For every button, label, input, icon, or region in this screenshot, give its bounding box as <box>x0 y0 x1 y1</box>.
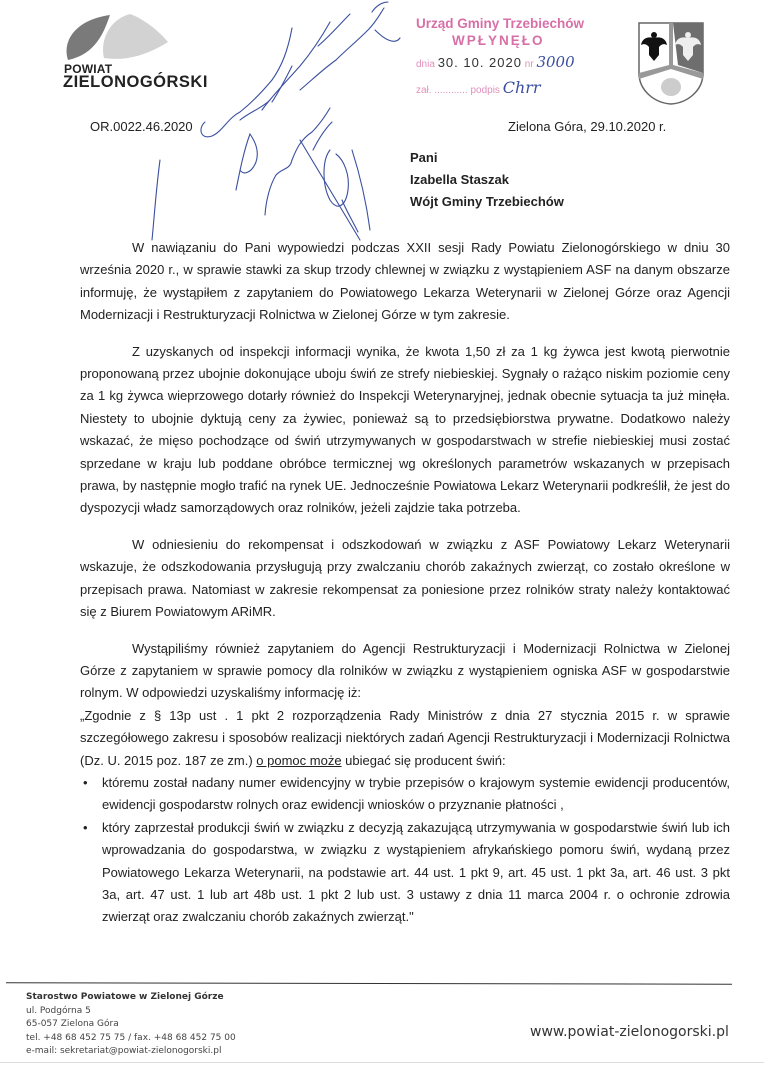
bullet-icon: • <box>83 774 88 790</box>
coat-of-arms-icon <box>637 21 705 105</box>
receipt-stamp <box>412 16 612 96</box>
stamp-office: Urząd Gminy Trzebiechów <box>416 16 585 31</box>
footer-city: 65-057 Zielona Góra <box>26 1019 119 1029</box>
footer-contact <box>26 991 236 1059</box>
stamp-date-value: 30. 10. 2020 <box>437 55 522 70</box>
footer-email[interactable]: e-mail: sekretariat@powiat-zielonogorski.pl <box>26 1046 222 1056</box>
reference-number: OR.0022.46.2020 <box>90 119 193 134</box>
footer-divider <box>6 982 732 985</box>
recipient-block <box>410 147 564 213</box>
recipient-position: Wójt Gminy Trzebiechów <box>410 194 564 209</box>
list-item-text: który zaprzestał produkcji świń w związku z decyzją zakazującą utrzymywania w gospodarstwie świń lub ich wprowadzania do gospodarstwa, w związku z wystąpieniem afrykańskiego pomoru świń, wydaną przez Powiatowego Lekarza Weterynarii, na podstawie art. 44 ust. 1 pkt 9, art. 45 ust. 1 pkt 3a, art. 46 ust. 3 pkt 3a, art. 47 ust. 1 lub art 48b ust. 1 pkt 2 lub ust. 3 ustawy z dnia 11 marca 2004 r. o ochronie zdrowia zwierząt oraz zwalczaniu chorób zakaźnych zwierząt." <box>102 819 730 925</box>
bullet-icon: • <box>83 819 88 835</box>
recipient-salutation: Pani <box>410 150 438 165</box>
stamp-attachments-line <box>416 78 541 97</box>
stamp-signature-label: podpis <box>470 85 500 96</box>
body-paragraph-text: Wystąpiliśmy również zapytaniem do Agencji Restrukturyzacji i Modernizacji Rolnictwa w Zielonej Górze z zapytaniem w sprawie pomocy dla rolników w związku z wystąpieniem ogniska ASF w gospodarstwie rolnym. W odpowiedzi uzyskaliśmy informację iż: <box>80 640 730 701</box>
logo-text-powiat: POWIAT <box>64 62 113 76</box>
stamp-number-handwritten: 3000 <box>536 53 575 71</box>
stamp-signature: Chrr <box>502 78 541 97</box>
list-item-text: któremu został nadany numer ewidencyjny w trybie przepisów o krajowym systemie ewidencji producentów, ewidencji gospodarstw rolnych oraz ewidencji wniosków o przyznanie płatności , <box>102 774 730 813</box>
powiat-logo-icon <box>60 12 170 62</box>
footer-street: ul. Podgórna 5 <box>26 1005 91 1016</box>
footer-organization: Starostwo Powiatowe w Zielonej Górze <box>26 992 224 1002</box>
body-paragraph: W nawiązaniu do Pani wypowiedzi podczas XXII sesji Rady Powiatu Zielonogórskiego w dniu 30 września 2020 r., w sprawie stawki za skup trzody chlewnej w związku z wystąpieniem ASF na danym obszarze informuję, że wystąpiłem z zapytaniem do Powiatowego Lekarza Weterynarii w Zielonej Górze oraz Agencji Modernizacji i Restrukturyzacji Rolnictwa w Zielonej Górze w tym zakresie. <box>80 240 730 323</box>
eligibility-list <box>80 772 730 929</box>
letter-body <box>80 237 730 929</box>
stamp-number-label: nr <box>524 59 534 70</box>
logo-text-zielonogorski: ZIELONOGÓRSKI <box>63 73 208 91</box>
recipient-name: Izabella Staszak <box>410 172 509 187</box>
place-and-date: Zielona Góra, 29.10.2020 r. <box>508 119 667 134</box>
page-edge <box>0 1062 764 1063</box>
body-paragraph: W odniesieniu do rekompensat i odszkodowań w związku z ASF Powiatowy Lekarz Weterynarii wskazuje, że odszkodowania przysługują przy zwalczaniu chorób zakaźnych zwierząt, co zostało określone w przepisach prawa. Natomiast w zakresie rekompensat za poniesione przez rolników straty należy kontaktować się z Biurem Powiatowym ARiMR. <box>80 536 730 620</box>
footer-website-link[interactable]: www.powiat-zielonogorski.pl <box>530 1024 729 1040</box>
legal-quote <box>80 705 730 772</box>
list-item <box>83 817 730 929</box>
list-item <box>83 772 730 817</box>
stamp-date-label: dnia <box>416 59 435 70</box>
stamp-attachments-label: zał. ............ <box>416 85 468 96</box>
quote-text-end: ubiegać się producent świń: <box>341 752 506 768</box>
quote-text: „Zgodnie z § 13p ust . 1 pkt 2 rozporządzenia Rady Ministrów z dnia 27 stycznia 2015 r. w sprawie szczegółowego zakresu i sposobów realizacji niektórych zadań Agencji Restrukturyzacji i Modernizacji Rolnictwa (Dz. U. 2015 poz. 187 ze zm.) <box>80 707 730 768</box>
quote-underlined: o pomoc może <box>256 752 342 768</box>
body-paragraph <box>80 638 730 705</box>
body-paragraph: Z uzyskanych od inspekcji informacji wynika, że kwota 1,50 zł za 1 kg żywca jest kwotą pierwotnie proponowaną przez ubojnie dokonujące uboju świń ze strefy niebieskiej. Sygnały o rażąco niskim poziomie ceny za 1 kg żywca wieprzowego dotarły również do Inspekcji Weterynaryjnej, jednak obecnie sytuacja ta już minęła. Niestety to ubojnie dyktują ceny za żywiec, ponieważ są to przedsiębiorstwa prywatne. Dodatkowo należy wskazać, że mięso pochodzące od świń utrzymywanych w gospodarstwach w strefie niebieskiej musi zostać sprzedane w kraju lub poddane obróbce termicznej wg określonych parametrów wskazanych w przepisach prawa, by następnie mogło trafić na rynek UE. Jednocześnie Powiatowa Lekarz Weterynarii podkreślił, że jest do dyspozycji władz samorządowych oraz rolników, jeżeli zajdzie taka potrzeba. <box>80 343 730 516</box>
stamp-status: WPŁYNĘŁO <box>452 33 545 48</box>
footer-phone-fax: tel. +48 68 452 75 75 / fax. +48 68 452 75 00 <box>26 1032 236 1043</box>
stamp-date-line <box>416 53 575 71</box>
